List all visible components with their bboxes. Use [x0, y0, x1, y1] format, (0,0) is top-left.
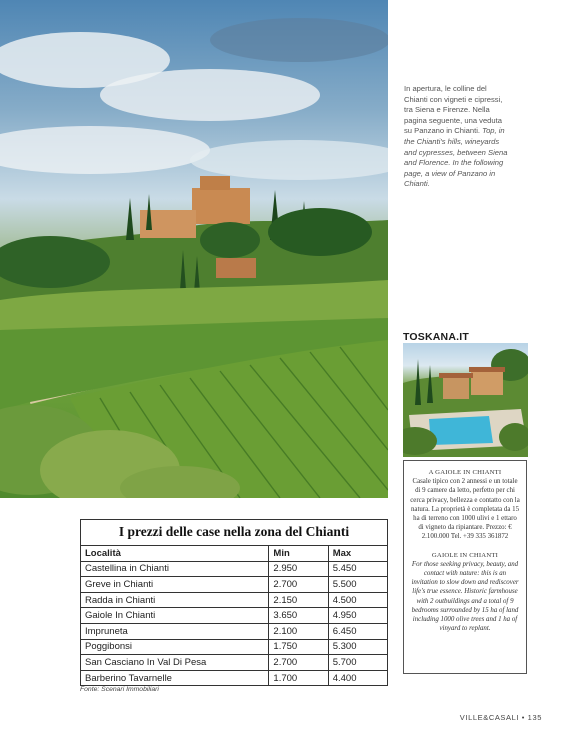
price-table-grid — [80, 545, 388, 686]
header-locality: Località — [81, 546, 269, 562]
table-source: Fonte: Scenari Immobiliari — [80, 686, 159, 693]
row-locality: Radda in Chianti — [81, 592, 269, 608]
header-max: Max — [328, 546, 387, 562]
row-max: 5.450 — [328, 561, 387, 577]
row-min: 3.650 — [269, 608, 328, 624]
listing-body-en: For those seeking privacy, beauty, and contact with nature: this is an invitation to slow down and rediscover life's true essence. Historic farmhouse with 2 outbuildings and a total of 9 bedrooms surrounded by 15 ha of land including 1000 olive trees and 1 ha of vinyard to replant. — [411, 560, 519, 633]
chianti-hills-photo — [0, 0, 388, 498]
row-max: 5.700 — [328, 655, 387, 671]
row-locality: Greve in Chianti — [81, 577, 269, 593]
row-locality: Gaiole In Chianti — [81, 608, 269, 624]
table-row — [81, 623, 388, 639]
row-min: 2.700 — [269, 655, 328, 671]
row-max: 5.300 — [328, 639, 387, 655]
table-row — [81, 639, 388, 655]
agency-brand: TOSKANA.IT — [403, 331, 469, 343]
row-min: 1.750 — [269, 639, 328, 655]
property-listing — [403, 460, 527, 674]
row-locality: Poggibonsi — [81, 639, 269, 655]
row-locality: Barberino Tavarnelle — [81, 670, 269, 686]
row-max: 4.400 — [328, 670, 387, 686]
row-min: 1.700 — [269, 670, 328, 686]
table-row — [81, 655, 388, 671]
row-locality: Impruneta — [81, 623, 269, 639]
price-table-title: I prezzi delle case nella zona del Chianti — [80, 519, 388, 545]
table-row — [81, 670, 388, 686]
price-table — [80, 519, 388, 686]
page-folio: VILLE&CASALI • 135 — [459, 713, 542, 722]
row-max: 6.450 — [328, 623, 387, 639]
table-header-row — [81, 546, 388, 562]
table-row — [81, 577, 388, 593]
listing-body-it: Casale tipico con 2 annessi e un totale di 9 camere da letto, perfetto per chi cerca privacy, bellezza e contatto con la natura. La proprietà è completata da 15 ha di terreno con 1000 ulivi e 1 ettaro di vigneto da ripiantare. Prezzo: € 2.100.000 Tel. +39 335 361872 — [410, 478, 520, 541]
row-min: 2.150 — [269, 592, 328, 608]
row-max: 5.500 — [328, 577, 387, 593]
listing-heading-en: GAIOLE IN CHIANTI — [431, 551, 499, 559]
listing-heading-it: A GAIOLE IN CHIANTI — [428, 469, 502, 476]
photo-caption — [404, 84, 512, 190]
row-min: 2.950 — [269, 561, 328, 577]
table-row — [81, 608, 388, 624]
table-row — [81, 592, 388, 608]
farmhouse-pool-photo — [403, 343, 528, 457]
header-min: Min — [269, 546, 328, 562]
caption-english: Top, in the Chianti's hills, wineyards and cypresses, between Siena and Florence. In the following page, a view of Panzano in Chianti. — [404, 126, 508, 189]
table-row — [81, 561, 388, 577]
row-locality: San Casciano In Val Di Pesa — [81, 655, 269, 671]
row-max: 4.500 — [328, 592, 387, 608]
row-locality: Castellina in Chianti — [81, 561, 269, 577]
row-min: 2.700 — [269, 577, 328, 593]
row-min: 2.100 — [269, 623, 328, 639]
caption-italian: In apertura, le colline del Chianti con vigneti e cipressi, tra Siena e Firenze. Nella pagina seguente, una veduta su Panzano in Chianti. — [404, 84, 503, 136]
row-max: 4.950 — [328, 608, 387, 624]
